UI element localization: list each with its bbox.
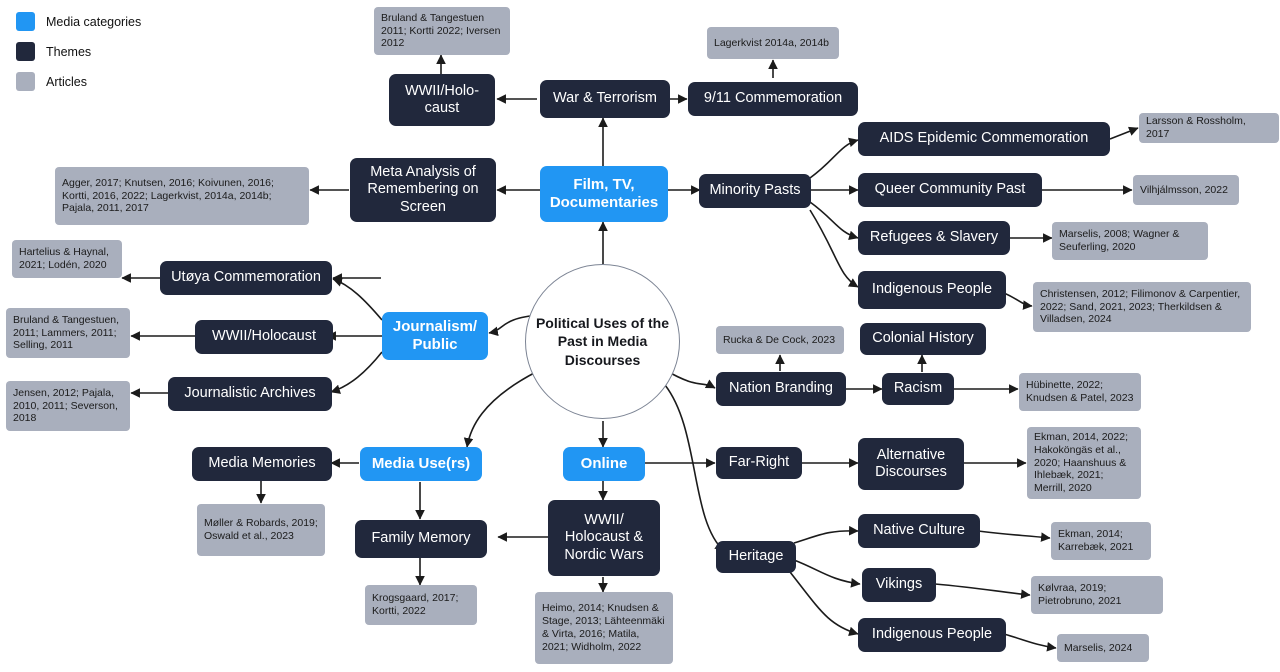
article-heimo: Heimo, 2014; Knudsen & Stage, 2013; Lähteenmäki & Virta, 2016; Matila, 2021; Widholm, 2022	[535, 592, 673, 664]
node-family-memory[interactable]: Family Memory	[355, 520, 487, 558]
article-bruland-top: Bruland & Tangestuen 2011; Kortti 2022; Iversen 2012	[374, 7, 510, 55]
article-ekman-far-right: Ekman, 2014, 2022; Hakoköngäs et al., 2020; Haanshuus & Ihlebæk, 2021; Merrill, 2020	[1027, 427, 1141, 499]
node-meta-analysis[interactable]: Meta Analysis of Remembering on Screen	[350, 158, 496, 222]
legend	[16, 12, 141, 102]
article-hartelius: Hartelius & Haynal, 2021; Lodén, 2020	[12, 240, 122, 278]
node-racism[interactable]: Racism	[882, 373, 954, 405]
node-indigenous-people-top[interactable]: Indigenous People	[858, 271, 1006, 309]
node-journalistic-archives[interactable]: Journalistic Archives	[168, 377, 332, 411]
article-krogsgaard: Krogsgaard, 2017; Kortti, 2022	[365, 585, 477, 625]
node-wwii-holocaust-nordic-wars[interactable]: WWII/ Holocaust & Nordic Wars	[548, 500, 660, 576]
article-kolvraa: Kølvraa, 2019; Pietrobruno, 2021	[1031, 576, 1163, 614]
node-refugees-slavery[interactable]: Refugees & Slavery	[858, 221, 1010, 255]
node-online[interactable]: Online	[563, 447, 645, 481]
legend-swatch-articles-icon	[16, 72, 35, 91]
node-wwii-holocaust-mid[interactable]: WWII/Holocaust	[195, 320, 333, 354]
node-vikings[interactable]: Vikings	[862, 568, 936, 602]
article-vilhjalmsson: Vilhjálmsson, 2022	[1133, 175, 1239, 205]
node-media-users[interactable]: Media Use(rs)	[360, 447, 482, 481]
article-moller: Møller & Robards, 2019; Oswald et al., 2023	[197, 504, 325, 556]
article-marselis-wagner: Marselis, 2008; Wagner & Seuferling, 2020	[1052, 222, 1208, 260]
node-911-commemoration[interactable]: 9/11 Commemoration	[688, 82, 858, 116]
node-queer-community-past[interactable]: Queer Community Past	[858, 173, 1042, 207]
node-minority-pasts[interactable]: Minority Pasts	[699, 174, 811, 208]
legend-label-themes: Themes	[46, 44, 92, 59]
legend-swatch-media-icon	[16, 12, 35, 31]
legend-item-themes	[16, 42, 141, 61]
node-alternative-discourses[interactable]: Alternative Discourses	[858, 438, 964, 490]
node-nation-branding[interactable]: Nation Branding	[716, 372, 846, 406]
legend-item-media	[16, 12, 141, 31]
node-far-right[interactable]: Far-Right	[716, 447, 802, 479]
legend-item-articles	[16, 72, 141, 91]
legend-label-media: Media categories	[46, 14, 142, 29]
node-utoya-commemoration[interactable]: Utøya Commemoration	[160, 261, 332, 295]
node-colonial-history[interactable]: Colonial History	[860, 323, 986, 355]
article-jensen: Jensen, 2012; Pajala, 2010, 2011; Severson, 2018	[6, 381, 130, 431]
article-bruland-mid: Bruland & Tangestuen, 2011; Lammers, 2011; Selling, 2011	[6, 308, 130, 358]
node-heritage[interactable]: Heritage	[716, 541, 796, 573]
legend-label-articles: Articles	[46, 74, 87, 89]
node-media-memories[interactable]: Media Memories	[192, 447, 332, 481]
article-christensen: Christensen, 2012; Filimonov & Carpentier, 2022; Sand, 2021, 2023; Therkildsen & Villadsen, 2024	[1033, 282, 1251, 332]
node-wwii-holocaust-top[interactable]: WWII/Holo- caust	[389, 74, 495, 126]
node-indigenous-people-bottom[interactable]: Indigenous People	[858, 618, 1006, 652]
article-hubinette: Hübinette, 2022; Knudsen & Patel, 2023	[1019, 373, 1141, 411]
node-journalism-public[interactable]: Journalism/ Public	[382, 312, 488, 360]
article-marselis-2024: Marselis, 2024	[1057, 634, 1149, 662]
article-larsson: Larsson & Rossholm, 2017	[1139, 113, 1279, 143]
node-film-tv-documentaries[interactable]: Film, TV, Documentaries	[540, 166, 668, 222]
article-lagerkvist: Lagerkvist 2014a, 2014b	[707, 27, 839, 59]
article-rucka: Rucka & De Cock, 2023	[716, 326, 844, 354]
article-agger: Agger, 2017; Knutsen, 2016; Koivunen, 2016; Kortti, 2016, 2022; Lagerkvist, 2014a, 2014b; Pajala, 2011, 2017	[55, 167, 309, 225]
node-native-culture[interactable]: Native Culture	[858, 514, 980, 548]
center-node: Political Uses of the Past in Media Discourses	[525, 264, 680, 419]
legend-swatch-themes-icon	[16, 42, 35, 61]
node-aids-epidemic-commemoration[interactable]: AIDS Epidemic Commemoration	[858, 122, 1110, 156]
article-ekman-native: Ekman, 2014; Karrebæk, 2021	[1051, 522, 1151, 560]
node-war-terrorism[interactable]: War & Terrorism	[540, 80, 670, 118]
